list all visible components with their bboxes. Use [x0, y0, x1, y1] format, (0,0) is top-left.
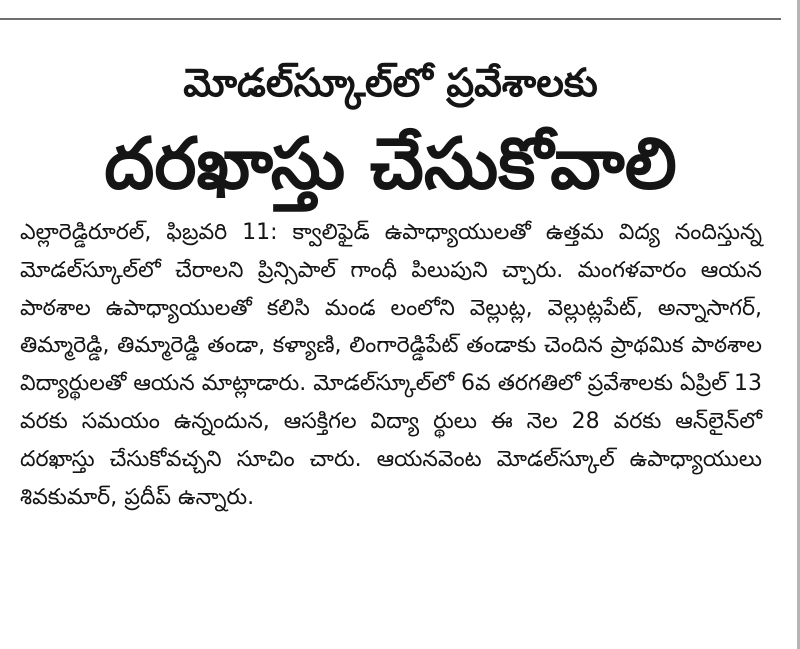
main-headline: దరఖాస్తు చేసుకోవాలి — [104, 122, 677, 205]
kicker-headline: మోడల్‌స్కూల్‌లో ప్రవేశాలకు — [183, 61, 598, 106]
news-clipping — [0, 20, 781, 649]
article-body: ఎల్లారెడ్డిరూరల్‌, ఫిబ్రవరి 11: క్వాలిఫైడ్‌ ఉపాధ్యాయులతో ఉత్తమ విద్య నందిస్తున్న మోడల్‌స్కూల్‌లో చేరాలని ప్రిన్సిపాల్‌ గాంధీ పిలుపుని చ్చారు. మంగళవారం ఆయన పాఠశాల ఉపాధ్యాయులతో కలిసి మండ లంలోని వెల్లుట్ల, వెల్లుట్లపేట్‌, అన్నాసాగర్‌, తిమ్మారెడ్డి, తిమ్మారెడ్డి తండా, కళ్యాణి, లింగారెడ్డిపేట్‌ తండాకు చెందిన ప్రాథమిక పాఠశాల విద్యార్థులతో ఆయన మాట్లాడారు. మోడల్‌స్కూల్‌లో 6వ తరగతిలో ప్రవేశాలకు ఏప్రిల్‌ 13 వరకు సమయం ఉన్నందున, ఆసక్తిగల విద్యా ర్థులు ఈ నెల 28 వరకు ఆన్‌లైన్‌లో దరఖాస్తు చేసుకోవచ్చని సూచిం చారు. ఆయనవెంట మోడల్‌స్కూల్‌ ఉపాధ్యాయులు శివకుమార్‌, ప్రదీప్‌ ఉన్నారు. — [20, 220, 762, 510]
